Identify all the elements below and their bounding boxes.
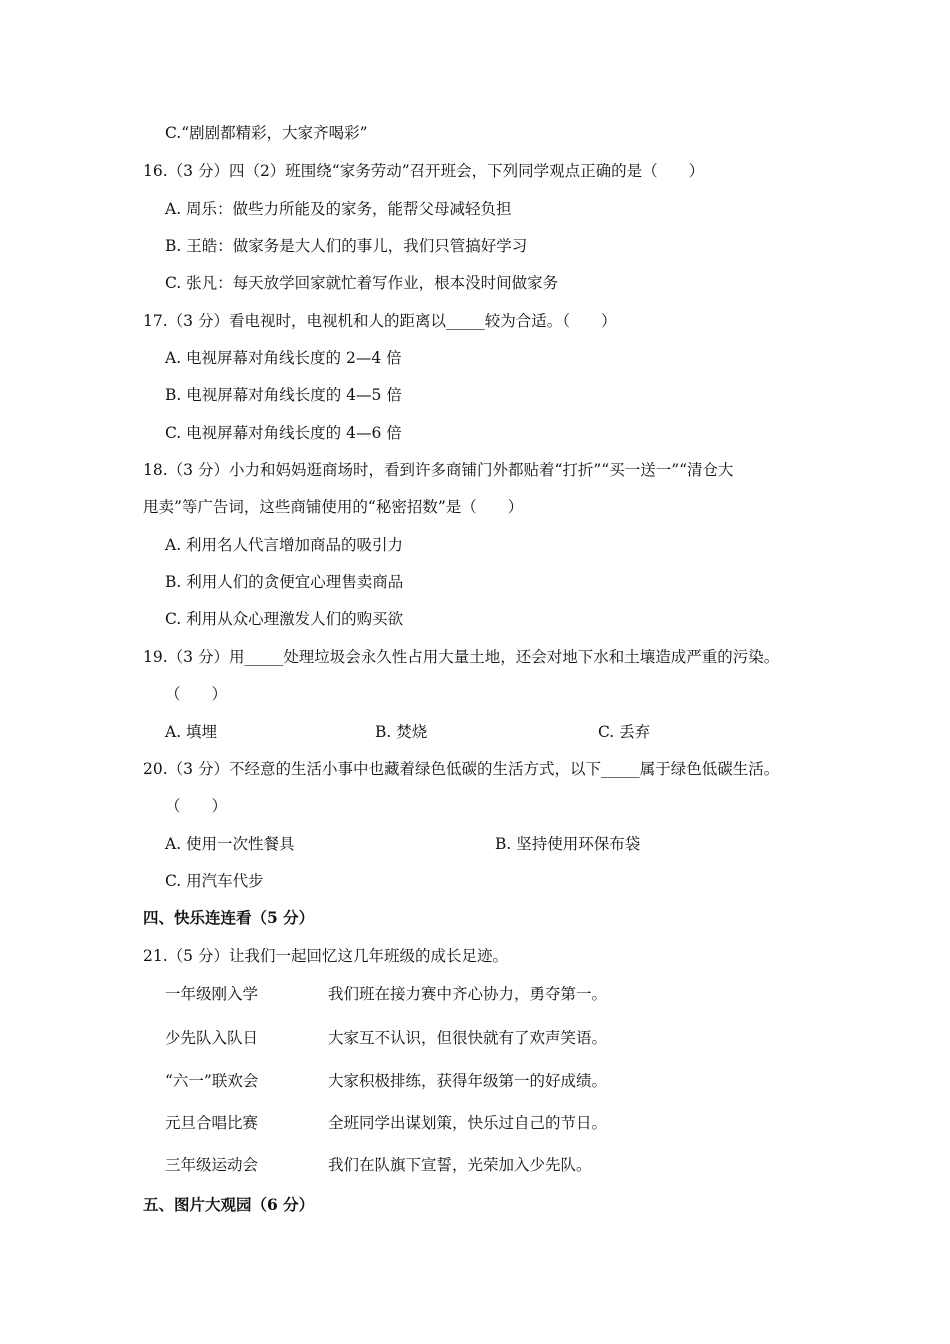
q20-option-b: B. 坚持使用环保布袋 bbox=[495, 835, 641, 853]
section5-title: 五、图片大观园（6 分） bbox=[143, 1195, 315, 1214]
match-right-item: 我们班在接力赛中齐心协力，勇夺第一。 bbox=[328, 985, 608, 1003]
match-left-item: 三年级运动会 bbox=[165, 1156, 259, 1174]
prev-option-c: C.“剧剧都精彩，大家齐喝彩” bbox=[165, 124, 368, 142]
q20-option-a: A. 使用一次性餐具 bbox=[165, 835, 295, 853]
q16-option-b: B. 王皓：做家务是大人们的事儿，我们只管搞好学习 bbox=[165, 237, 528, 255]
q18-stem-line1: 18.（3 分）小力和妈妈逛商场时，看到许多商铺门外都贴着“打折”“买一送一”“清仓大 bbox=[143, 461, 734, 479]
q20-paren: （ ） bbox=[165, 797, 228, 815]
match-right-item: 我们在队旗下宣誓，光荣加入少先队。 bbox=[328, 1156, 592, 1174]
q19-option-a: A. 填埋 bbox=[165, 723, 218, 741]
q20-stem: 20.（3 分）不经意的生活小事中也藏着绿色低碳的生活方式，以下_____属于绿色低碳生活。 bbox=[143, 760, 780, 778]
q16-stem: 16.（3 分）四（2）班围绕“家务劳动”召开班会，下列同学观点正确的是（ ） bbox=[143, 162, 705, 180]
q17-option-b: B. 电视屏幕对角线长度的 4—5 倍 bbox=[165, 386, 402, 404]
match-right-item: 大家互不认识，但很快就有了欢声笑语。 bbox=[328, 1029, 608, 1047]
q16-option-a: A. 周乐：做些力所能及的家务，能帮父母减轻负担 bbox=[165, 200, 512, 218]
q19-option-c: C. 丢弃 bbox=[598, 723, 651, 741]
q18-option-a: A. 利用名人代言增加商品的吸引力 bbox=[165, 536, 404, 554]
q17-stem: 17.（3 分）看电视时，电视机和人的距离以_____较为合适。（ ） bbox=[143, 312, 617, 330]
q17-option-a: A. 电视屏幕对角线长度的 2—4 倍 bbox=[165, 349, 402, 367]
match-right-item: 全班同学出谋划策，快乐过自己的节日。 bbox=[328, 1114, 608, 1132]
section4-title: 四、快乐连连看（5 分） bbox=[143, 908, 315, 927]
q18-stem-line2: 甩卖”等广告词，这些商铺使用的“秘密招数”是（ ） bbox=[143, 498, 524, 516]
match-right-item: 大家积极排练，获得年级第一的好成绩。 bbox=[328, 1072, 608, 1090]
q21-stem: 21.（5 分）让我们一起回忆这几年班级的成长足迹。 bbox=[143, 947, 508, 965]
q17-option-c: C. 电视屏幕对角线长度的 4—6 倍 bbox=[165, 424, 402, 442]
match-left-item: 少先队入队日 bbox=[165, 1029, 259, 1047]
match-left-item: 一年级刚入学 bbox=[165, 985, 259, 1003]
match-left-item: “六一”联欢会 bbox=[165, 1072, 259, 1090]
q19-paren: （ ） bbox=[165, 685, 228, 703]
q19-stem: 19.（3 分）用_____处理垃圾会永久性占用大量土地，还会对地下水和土壤造成严重的污染。 bbox=[143, 648, 780, 666]
q18-option-b: B. 利用人们的贪便宜心理售卖商品 bbox=[165, 573, 404, 591]
match-left-item: 元旦合唱比赛 bbox=[165, 1114, 259, 1132]
q19-option-b: B. 焚烧 bbox=[375, 723, 428, 741]
q18-option-c: C. 利用从众心理激发人们的购买欲 bbox=[165, 610, 404, 628]
q16-option-c: C. 张凡：每天放学回家就忙着写作业，根本没时间做家务 bbox=[165, 274, 559, 292]
q20-option-c: C. 用汽车代步 bbox=[165, 872, 264, 890]
